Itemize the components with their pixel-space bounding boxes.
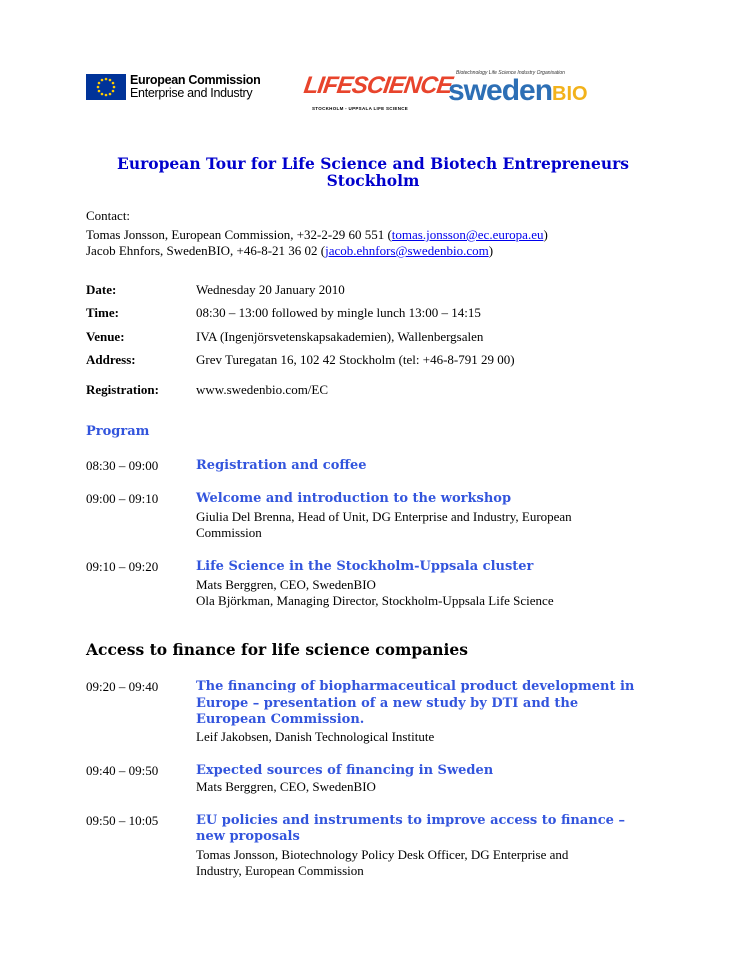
program-speaker: Mats Berggren, CEO, SwedenBIO (196, 779, 376, 794)
detail-label-address: Address: (86, 352, 136, 367)
swedenbio-logo-word: sweden (448, 74, 553, 107)
life-science-logo (302, 70, 454, 116)
page-title (0, 155, 746, 189)
detail-label-time: Time: (86, 305, 119, 320)
european-commission-logo (86, 74, 260, 100)
program-time: 08:30 – 09:00 (86, 458, 159, 473)
program-title: Europe – presentation of a new study by DTI and the (196, 696, 579, 711)
title-line-1: European Tour for Life Science and Biotech Entrepreneurs (117, 154, 629, 173)
contact-label: Contact: (86, 208, 131, 223)
program-speaker: Mats Berggren, CEO, SwedenBIO (196, 577, 376, 592)
program-speaker: Leif Jakobsen, Danish Technological Institute (196, 729, 435, 744)
program-speaker: Ola Björkman, Managing Director, Stockholm-Uppsala Life Science (196, 593, 554, 608)
program-title: Expected sources of financing in Sweden (196, 763, 494, 778)
eu-flag-icon (86, 74, 126, 100)
detail-label-date: Date: (86, 282, 117, 297)
section-heading: Access to finance for life science companies (86, 640, 469, 659)
program-time: 09:10 – 09:20 (86, 559, 159, 574)
life-science-logo-word: LIFESCIENCE (302, 72, 454, 99)
program-speaker: Commission (196, 525, 262, 540)
program-speaker: Tomas Jonsson, Biotechnology Policy Desk Officer, DG Enterprise and (196, 847, 569, 862)
swedenbio-logo-tagline: Biotechnology Life Science Industry Organisation (456, 70, 565, 76)
swedenbio-logo (448, 70, 598, 110)
program-title: Welcome and introduction to the workshop (196, 491, 512, 506)
program-heading: Program (86, 424, 150, 439)
program-title: EU policies and instruments to improve access to finance – (196, 813, 625, 828)
ec-logo-line1: European Commission (130, 73, 261, 87)
program-speaker: Giulia Del Brenna, Head of Unit, DG Enterprise and Industry, European (196, 509, 572, 524)
detail-value-registration: www.swedenbio.com/EC (196, 382, 329, 397)
program-title: Registration and coffee (196, 458, 367, 473)
detail-value-time: 08:30 – 13:00 followed by mingle lunch 13:00 – 14:15 (196, 305, 481, 320)
contact-1-text: Tomas Jonsson, European Commission, +32-2-29 60 551 ( (86, 227, 392, 242)
detail-label-venue: Venue: (86, 329, 125, 344)
contact-person-1 (86, 227, 548, 242)
contact-2-email-link[interactable]: jacob.ehnfors@swedenbio.com (325, 243, 489, 258)
contact-2-text: Jacob Ehnfors, SwedenBIO, +46-8-21 36 02 ( (86, 243, 326, 258)
contact-person-2 (86, 243, 493, 258)
program-time: 09:40 – 09:50 (86, 763, 159, 778)
contact-2-close: ) (488, 243, 494, 258)
detail-value-date: Wednesday 20 January 2010 (196, 282, 345, 297)
ec-logo-line2: Enterprise and Industry (130, 86, 253, 100)
life-science-logo-subtitle: STOCKHOLM - UPPSALA LIFE SCIENCE (312, 106, 409, 111)
title-line-2: Stockholm (326, 171, 420, 190)
program-time: 09:50 – 10:05 (86, 813, 159, 828)
program-title: The financing of biopharmaceutical product development in (196, 679, 635, 694)
program-title: European Commission. (196, 712, 365, 727)
program-title: new proposals (196, 829, 300, 844)
program-speaker: Industry, European Commission (196, 863, 364, 878)
contact-1-email-link[interactable]: tomas.jonsson@ec.europa.eu (391, 227, 544, 242)
logo-bar (86, 70, 606, 120)
detail-value-venue: IVA (Ingenjörsvetenskapsakademien), Wallenbergsalen (196, 329, 484, 344)
detail-label-registration: Registration: (86, 382, 159, 397)
program-title: Life Science in the Stockholm-Uppsala cluster (196, 559, 534, 574)
detail-value-address: Grev Turegatan 16, 102 42 Stockholm (tel: +46-8-791 29 00) (196, 352, 515, 367)
program-time: 09:20 – 09:40 (86, 679, 159, 694)
swedenbio-logo-bio: BIO (552, 83, 588, 105)
contact-1-close: ) (543, 227, 548, 242)
program-time: 09:00 – 09:10 (86, 491, 159, 506)
